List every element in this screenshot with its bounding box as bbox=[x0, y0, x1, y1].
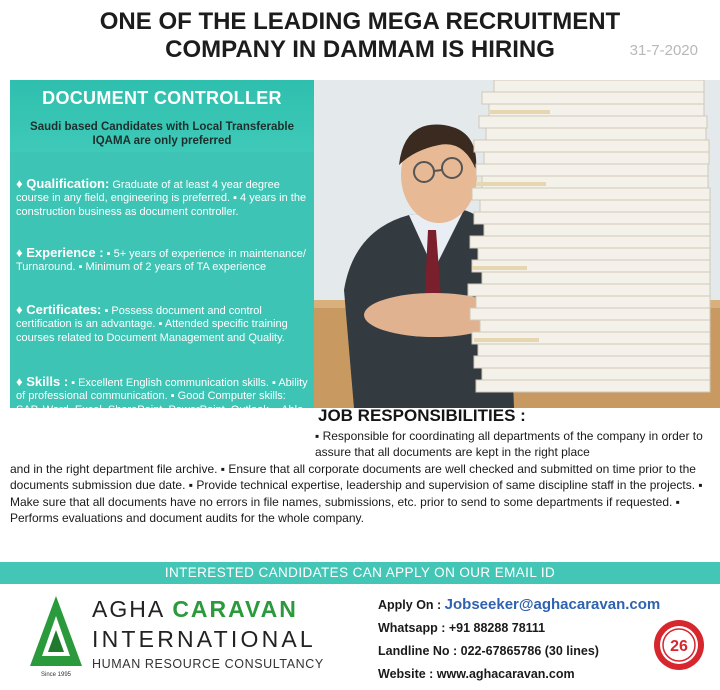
landline-line: Landline No : 022-67865786 (30 lines) bbox=[378, 644, 599, 658]
apply-banner: INTERESTED CANDIDATES CAN APPLY ON OUR EMAIL ID bbox=[0, 562, 720, 584]
company-name-agha: AGHA bbox=[92, 596, 173, 622]
anniversary-seal-icon bbox=[652, 618, 706, 672]
responsibilities-body bbox=[10, 428, 716, 526]
req-text: ▪ 5+ years of experience in maintenance/ Turnaround. ▪ Minimum of 2 years of TA experience bbox=[16, 248, 306, 274]
seal-number: 26 bbox=[670, 638, 688, 655]
company-name-international: INTERNATIONAL bbox=[92, 626, 316, 652]
responsibilities-first-line: ▪ Responsible for coordinating all departments of the company in order to assure that all documents are kept in the right place bbox=[315, 429, 703, 460]
req-label: ♦ Experience : bbox=[16, 245, 104, 260]
req-text: ▪ Excellent English communication skills. ▪ Ability of professional communication. ▪ Good Computer skills: SAP, Word, Excel, SharePoint, PowerPoint, Outlook. ▪ Able to deal with different nationalities ▪ Flexible in working Schedule. bbox=[16, 377, 308, 443]
req-qualification bbox=[16, 177, 310, 219]
responsibilities-rest: and in the right department file archive. ▪ Ensure that all corporate documents are well checked and submitted on time prior to the documents submission due date. ▪ Provide technical expertise, leadership and supervision of same discipline staff in the projects. ▪ Make sure that all documents have no errors in file names, submissions, etc. prior to send to some departments if requested. ▪ Performs evaluations and document audits for the whole company. bbox=[10, 461, 703, 526]
apply-line bbox=[378, 596, 660, 613]
email-link[interactable]: Jobseeker@aghacaravan.com bbox=[444, 596, 661, 613]
company-tagline: HUMAN RESOURCE CONSULTANCY bbox=[92, 657, 324, 671]
req-label: ♦ Certificates: bbox=[16, 302, 102, 317]
responsibilities-title: JOB RESPONSIBILITIES : bbox=[318, 406, 526, 425]
job-title: DOCUMENT CONTROLLER bbox=[42, 88, 282, 108]
logo-since-text: Since 1995 bbox=[40, 672, 72, 678]
agha-caravan-logo-icon bbox=[26, 590, 86, 680]
company-name-caravan: CARAVAN bbox=[172, 596, 298, 622]
req-experience bbox=[16, 246, 310, 275]
req-label: ♦ Skills : bbox=[16, 374, 69, 389]
req-certificates bbox=[16, 303, 310, 345]
office-photo bbox=[314, 80, 720, 408]
headline-line-2: COMPANY IN DAMMAM IS HIRING bbox=[165, 36, 555, 63]
apply-label: Apply On : bbox=[378, 598, 445, 612]
req-text: ▪ Possess document and control certification is an advantage. ▪ Attended specific training courses related to Document Management and Quality. bbox=[16, 305, 288, 344]
headline bbox=[0, 8, 720, 64]
req-label: ♦ Qualification: bbox=[16, 176, 110, 191]
company-name-line-1 bbox=[92, 596, 298, 623]
website-link[interactable]: Website : www.aghacaravan.com bbox=[378, 667, 575, 681]
candidate-note: Saudi based Candidates with Local Transferable IQAMA are only preferred bbox=[30, 121, 294, 147]
post-date: 31-7-2020 bbox=[629, 42, 698, 59]
stressed-man-paper-stack-illustration bbox=[314, 80, 720, 408]
req-text: Graduate of at least 4 year degree course in any field, engineering is preferred. ▪ 4 years in the construction business as document controller. bbox=[16, 179, 307, 218]
whatsapp-line: Whatsapp : +91 88288 78111 bbox=[378, 621, 546, 635]
headline-line-1: ONE OF THE LEADING MEGA RECRUITMENT bbox=[99, 8, 621, 35]
